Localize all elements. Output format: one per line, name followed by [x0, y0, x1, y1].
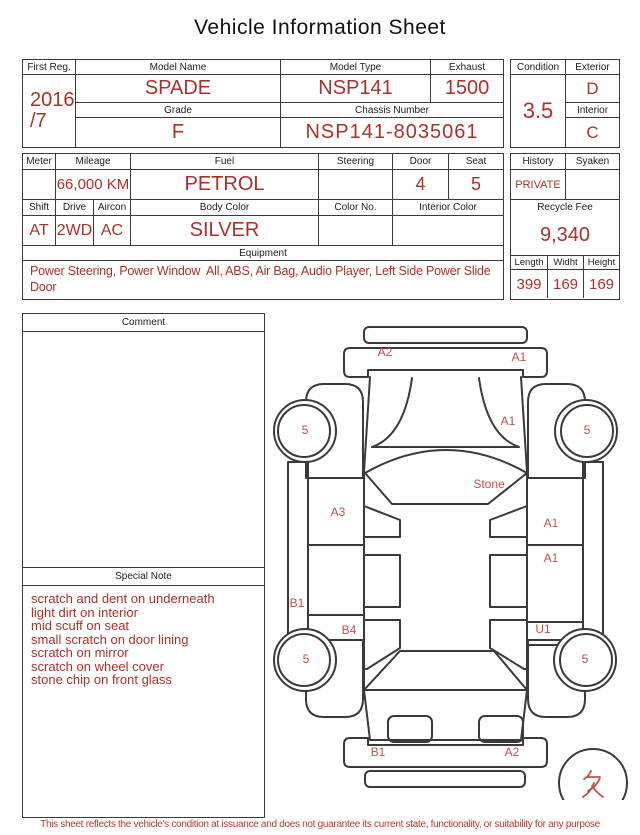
- model-name-label: Model Name: [76, 60, 281, 75]
- special-note-label: Special Note: [23, 568, 264, 586]
- chassis-number-value: NSP141-8035061: [305, 121, 479, 143]
- note-line: light dirt on interior: [31, 604, 138, 620]
- damage-code-windshield-right: A1: [500, 414, 516, 428]
- interior-color-label: Interior Color: [393, 200, 503, 216]
- history-label: History: [511, 154, 566, 170]
- missing-mark-circle: [559, 749, 627, 800]
- damage-code-rear-bumper-right: A2: [504, 745, 520, 759]
- syaken-label: Syaken: [566, 154, 619, 170]
- comment-label: Comment: [23, 314, 264, 332]
- window-quarter-left: [364, 506, 400, 537]
- mileage-value: 66,000 KM: [56, 170, 131, 200]
- tail-light-left: [388, 716, 432, 742]
- history-rows: [511, 154, 619, 200]
- note-line: scratch and dent on underneath: [31, 591, 215, 606]
- window-front-right: [490, 555, 527, 607]
- history-fee-table: [510, 153, 620, 300]
- rocker-panel-right: [583, 462, 603, 640]
- drive-value: 2WD: [56, 216, 94, 246]
- aircon-label: Aircon: [94, 200, 131, 216]
- equipment-value: Power Steering, Power Window All, ABS, Air Bag, Audio Player, Left Side Power Slide Door: [30, 264, 494, 295]
- meter-label: Meter: [23, 154, 56, 170]
- height-label: Height: [584, 256, 619, 270]
- damage-code-wheel-front-right: 5: [583, 423, 591, 437]
- damage-code-wheel-rear-right: 5: [581, 652, 589, 666]
- first-reg-value: [23, 75, 76, 147]
- comment-note-box: [22, 313, 265, 818]
- model-type-label: Model Type: [281, 60, 431, 75]
- history-value: PRIVATE: [511, 170, 566, 200]
- syaken-value: [566, 170, 619, 200]
- first-reg-year: 2016: [30, 89, 75, 111]
- drive-label: Drive: [56, 200, 94, 216]
- rear-trim-bar: [365, 771, 525, 787]
- spec-rows-bottom: [23, 200, 503, 246]
- condition-value: 3.5: [511, 75, 566, 147]
- damage-code-wheel-front-left: 5: [301, 423, 309, 437]
- model-type-value: NSP141: [281, 75, 431, 103]
- fuel-label: Fuel: [131, 154, 319, 170]
- rocker-panel-left: [288, 462, 308, 640]
- damage-code-wheel-rear-left: 5: [302, 652, 310, 666]
- window-front-left: [364, 555, 400, 607]
- page-title: Vehicle Information Sheet: [194, 16, 446, 39]
- note-line: scratch on wheel cover: [31, 658, 164, 674]
- height-value: 169: [588, 275, 615, 293]
- meter-value: [23, 170, 56, 200]
- length-label: Length: [511, 256, 548, 270]
- comment-body: [23, 332, 264, 568]
- note-line: mid scuff on seat: [31, 618, 130, 633]
- damage-code-rear-bumper-left: B1: [370, 745, 386, 759]
- recycle-fee-value: 9,340: [511, 215, 619, 256]
- damage-code-quarter-rear-right: U1: [535, 622, 551, 636]
- seat-value: 5: [449, 170, 503, 200]
- window-rear-left: [364, 620, 400, 669]
- first-reg-month: /7: [30, 110, 47, 132]
- equipment-label: Equipment: [23, 246, 503, 261]
- width-value: 169: [548, 270, 584, 298]
- steering-label: Steering: [319, 154, 393, 170]
- tail-light-right: [479, 716, 523, 742]
- grade-label: Grade: [76, 103, 281, 118]
- recycle-fee-label: Recycle Fee: [537, 202, 593, 213]
- vehicle-identity-table: [22, 59, 504, 148]
- steering-value: [319, 170, 393, 200]
- window-quarter-right: [490, 506, 527, 537]
- color-no-value: [319, 216, 393, 246]
- fuel-value: PETROL: [131, 170, 319, 200]
- special-note-body: [23, 586, 264, 687]
- damage-code-rocker-left: B1: [289, 596, 305, 610]
- damage-code-windshield-stone: Stone: [473, 477, 505, 491]
- exhaust-value: 1500: [431, 75, 503, 103]
- door-label: Door: [393, 154, 449, 170]
- condition-label: Condition: [511, 60, 566, 75]
- interior-color-value: [393, 216, 503, 246]
- disclaimer-text: This sheet reflects the vehicle's condition at issuance and does not guarantee its current state, functionality, or suitability for any purpose: [40, 819, 600, 830]
- damage-code-door-rear-right: A1: [543, 551, 559, 565]
- cowl-lines: [372, 378, 519, 447]
- width-label: Widht: [548, 256, 584, 270]
- damage-code-door-front-left: A3: [330, 505, 346, 519]
- door-value: 4: [393, 170, 449, 200]
- note-line: scratch on mirror: [31, 645, 129, 660]
- front-trim-bar: [364, 327, 527, 343]
- vehicle-spec-table: [22, 153, 504, 300]
- exhaust-label: Exhaust: [431, 60, 503, 75]
- damage-code-door-front-right: A1: [543, 516, 559, 530]
- exterior-value: D: [566, 75, 619, 103]
- spec-rows-top: [23, 154, 503, 200]
- chassis-number-label: Chassis Number: [281, 103, 503, 118]
- dimension-rows: [511, 256, 619, 298]
- exterior-label: Exterior: [566, 60, 619, 75]
- first-reg-label: First Reg.: [23, 60, 76, 75]
- damage-code-front-bumper-right: A1: [511, 350, 527, 364]
- body-color-label: Body Color: [131, 200, 319, 216]
- model-name-value: SPADE: [76, 75, 281, 103]
- car-top-view: [268, 318, 630, 800]
- seat-label: Seat: [449, 154, 503, 170]
- shift-label: Shift: [23, 200, 56, 216]
- note-line: stone chip on front glass: [31, 672, 172, 687]
- damage-code-front-bumper-left: A2: [377, 345, 393, 359]
- note-line: small scratch on door lining: [31, 631, 189, 647]
- interior-value: C: [586, 122, 599, 142]
- grade-value: F: [76, 118, 281, 147]
- length-value: 399: [511, 270, 548, 298]
- body-color-value: SILVER: [131, 216, 319, 246]
- mileage-label: Mileage: [56, 154, 131, 170]
- interior-label: Interior: [566, 103, 619, 118]
- car-damage-diagram: [268, 318, 630, 800]
- color-no-label: Color No.: [319, 200, 393, 216]
- condition-table: [510, 59, 620, 148]
- damage-code-door-rear-left: B4: [341, 623, 357, 637]
- aircon-value: AC: [94, 216, 131, 246]
- car-body: [341, 327, 547, 787]
- shift-value: AT: [23, 216, 56, 246]
- door-seams-left: [308, 478, 364, 640]
- window-rear-right: [490, 620, 527, 669]
